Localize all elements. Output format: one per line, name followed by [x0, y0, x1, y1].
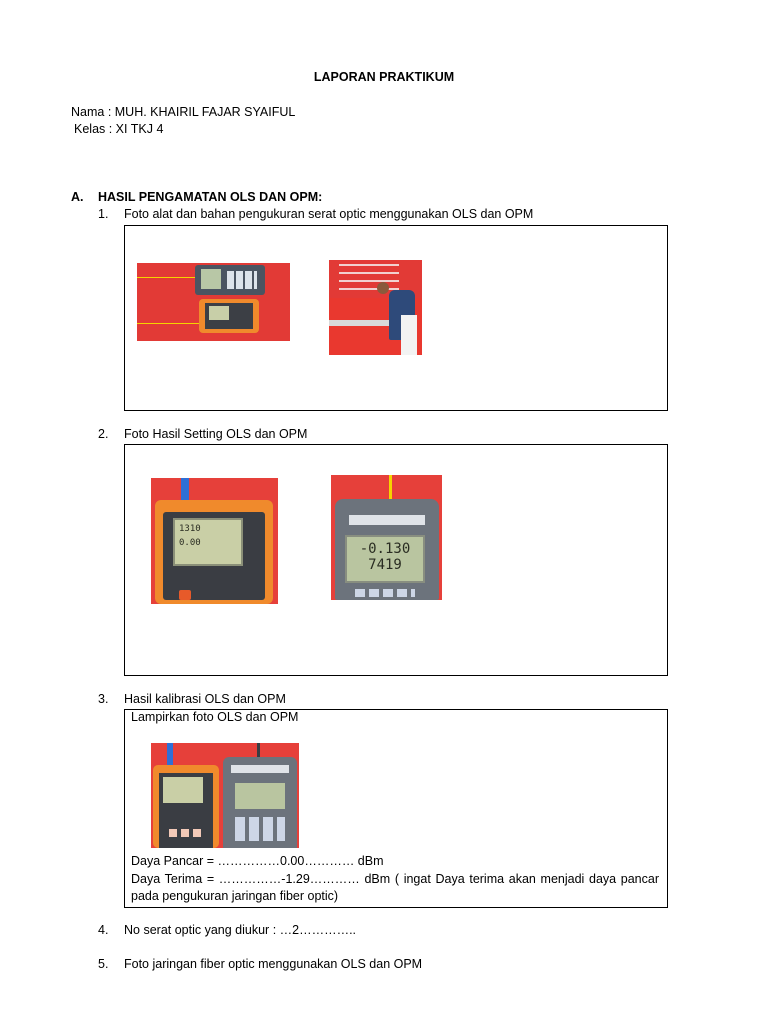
photo-ols-opm-calibration: [151, 743, 299, 848]
item-4-text: No serat optic yang diukur : …2…………..: [124, 923, 357, 937]
student-name: Nama : MUH. KHAIRIL FAJAR SYAIFUL: [71, 105, 296, 119]
daya-terima: Daya Terima = ……………-1.29………… dBm ( ingat Daya terima akan menjadi daya pancar pada pengukuran jaringan fiber optic): [131, 872, 659, 903]
document-title: LAPORAN PRAKTIKUM: [313, 70, 455, 84]
item-5-number: 5.: [98, 957, 109, 971]
item-4-number: 4.: [98, 923, 109, 937]
photo-opm-setting: [331, 475, 442, 600]
section-letter: A.: [71, 190, 84, 204]
item-3-text: Hasil kalibrasi OLS dan OPM: [124, 692, 286, 706]
section-heading: HASIL PENGAMATAN OLS DAN OPM:: [98, 190, 323, 204]
item-2-text: Foto Hasil Setting OLS dan OPM: [124, 427, 308, 441]
item-1-number: 1.: [98, 207, 109, 221]
ols-power-readout: 0.00: [179, 538, 201, 548]
opm-power-readout: -0.130: [359, 541, 411, 557]
photo-ols-opm-devices: [137, 263, 290, 341]
opm-secondary-readout: 7419: [368, 557, 402, 573]
daya-pancar: Daya Pancar = ……………0.00………… dBm: [131, 854, 384, 868]
photo-ols-setting: [151, 478, 278, 604]
item-2-number: 2.: [98, 427, 109, 441]
item-5-text: Foto jaringan fiber optic menggunakan OLS dan OPM: [124, 957, 423, 971]
item-3-number: 3.: [98, 692, 109, 706]
calibration-instruction: Lampirkan foto OLS dan OPM: [131, 710, 299, 724]
photo-student-at-signboard: [329, 260, 422, 355]
ols-wavelength-readout: 1310: [179, 524, 201, 534]
item-1-text: Foto alat dan bahan pengukuran serat optic menggunakan OLS dan OPM: [124, 207, 534, 221]
student-class: Kelas : XI TKJ 4: [74, 122, 164, 136]
